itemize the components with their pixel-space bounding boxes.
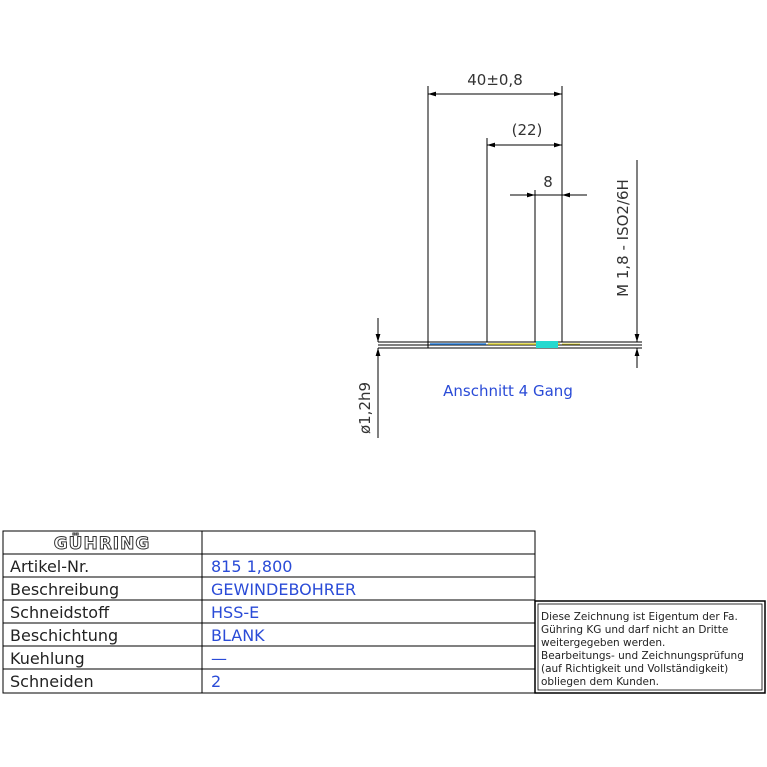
label-artikel-nr: Artikel-Nr. [10,557,90,576]
disclaimer-line: Gühring KG und darf nicht an Dritte [541,624,729,636]
disclaimer-box [535,601,765,693]
label-beschreibung: Beschreibung [10,580,120,599]
disclaimer-line: (auf Richtigkeit und Vollständigkeit) [541,663,729,675]
guehring-logo: GÜHRING [53,534,151,554]
disclaimer-line: Bearbeitungs- und Zeichnungsprüfung [541,650,744,662]
tap-body [378,341,642,348]
value-beschreibung: GEWINDEBOHRER [211,580,357,599]
dimension-shank-diameter [356,318,378,438]
dimension-overall-length [428,71,562,342]
label-schneidstoff: Schneidstoff [10,603,110,622]
chamfer-note: Anschnitt 4 Gang [443,382,573,400]
title-block [3,531,535,693]
value-beschichtung: BLANK [211,626,265,645]
thread-spec-text: M 1,8 - ISO2/6H [614,179,632,297]
dimension-chamfer [510,173,587,342]
shank-diameter-text: ø1,2h9 [356,381,374,435]
label-kuehlung: Kuehlung [10,649,85,668]
dimension-thread-length [487,121,562,342]
disclaimer-line: weitergegeben werden. [541,637,666,649]
dim-overall-text: 40±0,8 [467,71,523,89]
dimension-thread-spec [614,160,637,368]
dim-chamfer-text: 8 [543,173,553,191]
value-artikel-nr: 815 1,800 [211,557,293,576]
value-kuehlung: — [211,649,227,668]
disclaimer-line: obliegen dem Kunden. [541,676,659,688]
label-schneiden: Schneiden [10,672,94,691]
disclaimer-line: Diese Zeichnung ist Eigentum der Fa. [541,611,738,623]
dim-thread-length-text: (22) [511,121,543,139]
label-beschichtung: Beschichtung [10,626,119,645]
value-schneidstoff: HSS-E [211,603,260,622]
chamfer-area [536,341,558,348]
value-schneiden: 2 [211,672,222,691]
